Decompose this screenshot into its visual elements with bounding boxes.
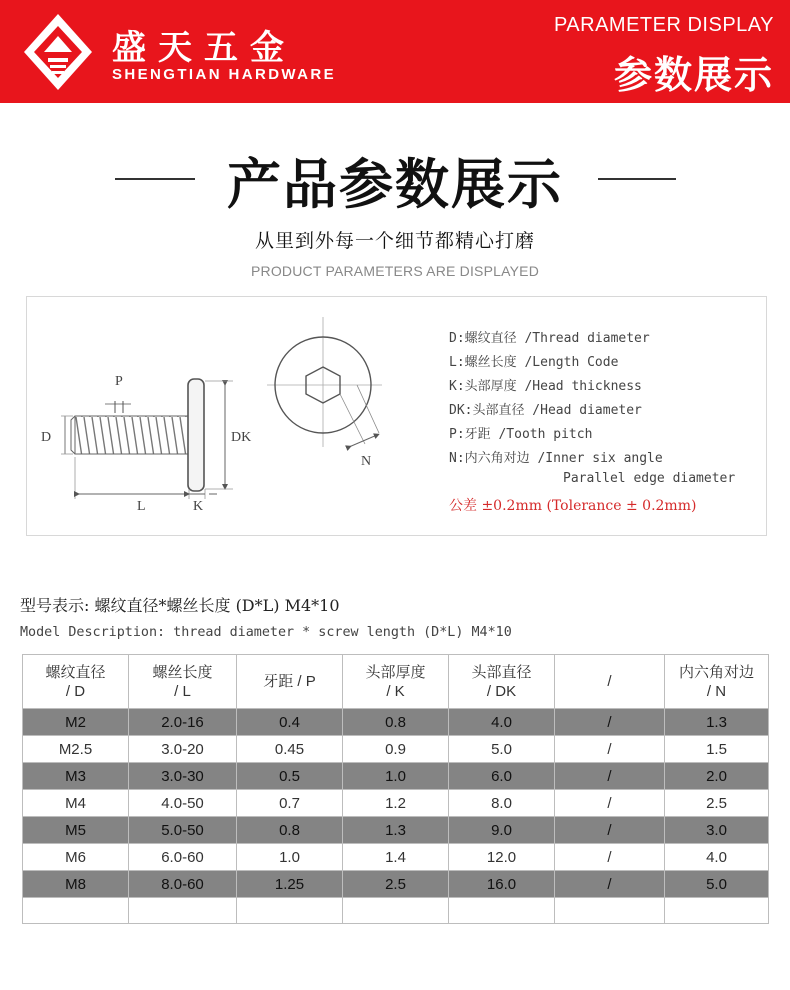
legend-item-n-cont: Parallel edge diameter	[563, 471, 736, 486]
brand-logo-icon	[22, 12, 94, 92]
table-row: M2.5 3.0-20 0.45 0.9 5.0 / 1.5	[23, 736, 769, 763]
table-row: M5 5.0-50 0.8 1.3 9.0 / 3.0	[23, 817, 769, 844]
page-title: 产品参数展示	[227, 153, 563, 216]
dimension-legend	[449, 327, 761, 519]
dim-label-dk: DK	[231, 430, 252, 445]
screw-top-view	[267, 317, 382, 447]
page-subtitle-en: PRODUCT PARAMETERS ARE DISPLAYED	[250, 263, 540, 279]
header-blank: /	[555, 655, 665, 709]
tolerance-note: 公差 ±0.2mm (Tolerance ± 0.2mm)	[449, 498, 697, 514]
header-pitch: 牙距 / P	[237, 655, 343, 709]
header-screw-length: 螺丝长度 / L	[129, 655, 237, 709]
table-row: M3 3.0-30 0.5 1.0 6.0 / 2.0	[23, 763, 769, 790]
table-row: M4 4.0-50 0.7 1.2 8.0 / 2.5	[23, 790, 769, 817]
dim-label-l: L	[137, 499, 146, 514]
legend-item-d: D:螺纹直径 /Thread diameter	[449, 331, 650, 346]
dim-label-d: D	[41, 430, 52, 445]
table-header-row	[23, 655, 769, 709]
legend-item-dk: DK:头部直径 /Head diameter	[449, 403, 642, 418]
parameter-display-cn: 参数展示	[613, 53, 774, 97]
legend-item-p: P:牙距 /Tooth pitch	[449, 427, 593, 442]
model-description-en: Model Description: thread diameter * screw length (D*L) M4*10	[20, 625, 512, 640]
brand-name-en: SHENGTIAN HARDWARE	[112, 66, 337, 83]
header-hex-width: 内六角对边 / N	[665, 655, 769, 709]
spec-table	[22, 654, 769, 924]
table-row: M2 2.0-16 0.4 0.8 4.0 / 1.3	[23, 709, 769, 736]
parameter-display-en: PARAMETER DISPLAY	[553, 14, 774, 36]
header-head-thickness: 头部厚度 / K	[343, 655, 449, 709]
dim-label-p: P	[115, 374, 123, 389]
model-description-cn: 型号表示: 螺纹直径*螺丝长度 (D*L) M4*10	[20, 596, 340, 615]
page-subtitle: 从里到外每一个细节都精心打磨	[254, 230, 535, 252]
header-head-diameter: 头部直径 / DK	[449, 655, 555, 709]
legend-item-n: N:内六角对边 /Inner six angle	[449, 451, 663, 466]
brand-name-cn: 盛天五金	[112, 28, 296, 68]
table-row: M8 8.0-60 1.25 2.5 16.0 / 5.0	[23, 871, 769, 898]
dim-label-k: K	[193, 499, 204, 514]
dim-label-n: N	[361, 454, 372, 469]
table-row: M6 6.0-60 1.0 1.4 12.0 / 4.0	[23, 844, 769, 871]
header-banner	[0, 0, 790, 103]
screw-side-view	[61, 379, 233, 499]
legend-item-k: K:头部厚度 /Head thickness	[449, 379, 642, 394]
legend-item-l: L:螺丝长度 /Length Code	[449, 355, 619, 370]
screw-diagram-panel	[26, 296, 767, 536]
header-thread-diameter: 螺纹直径 / D	[23, 655, 129, 709]
table-row-empty	[23, 898, 769, 924]
